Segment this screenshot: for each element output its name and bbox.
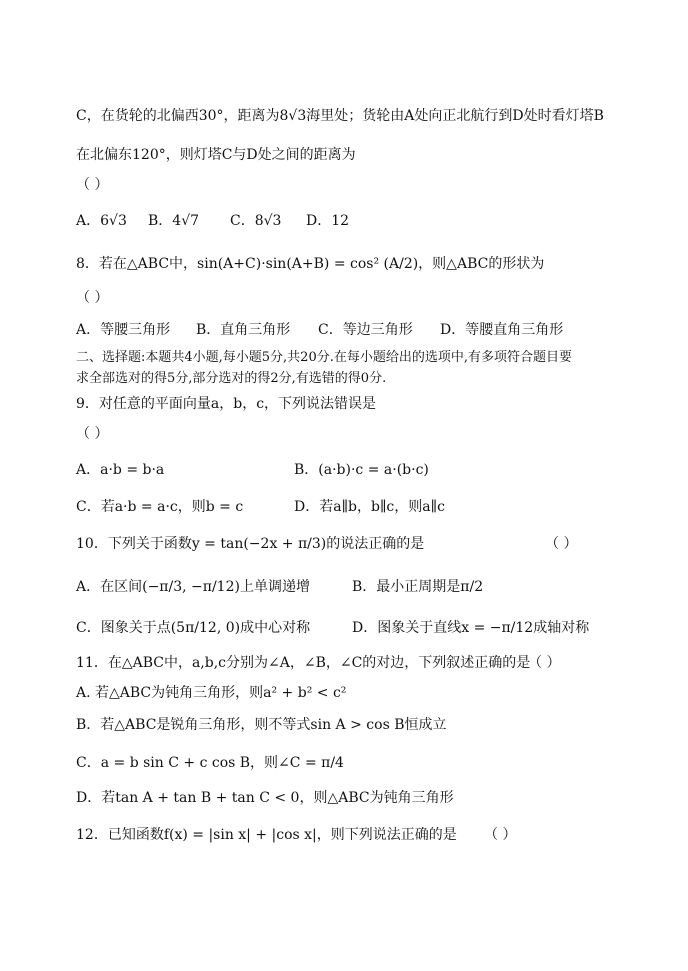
q7-stem-line-1: C，在货轮的北偏西30°，距离为8√3海里处；货轮由A处向正北航行到D处时看灯塔B bbox=[76, 108, 604, 124]
section-2-heading-line-2: 求全部选对的得5分,部分选对的得2分,有选错的得0分. bbox=[76, 371, 387, 386]
q9-answer-paren: （ ） bbox=[76, 426, 109, 442]
q11-option-d: D．若tan A + tan B + tan C < 0，则△ABC为钝角三角形 bbox=[76, 790, 454, 806]
q7-answer-paren: （ ） bbox=[76, 177, 109, 193]
q8-stem: 8．若在△ABC中，sin(A+C)·sin(A+B) = cos² (A/2)，则△ABC的形状为 bbox=[76, 256, 545, 272]
q9-option-c: C．若a·b = a·c，则b = c bbox=[76, 499, 244, 515]
section-2-heading-line-1: 二、选择题:本题共4小题,每小题5分,共20分.在每小题给出的选项中,有多项符合题目要 bbox=[76, 350, 572, 365]
q9-stem: 9．对任意的平面向量a，b，c，下列说法错误是 bbox=[76, 396, 377, 412]
q11-option-a: A. 若△ABC为钝角三角形，则a² + b² < c² bbox=[76, 685, 347, 701]
q12-stem: 12．已知函数f(x) = |sin x| + |cos x|，则下列说法正确的是 bbox=[76, 827, 457, 843]
q7-option-a: A．6√3 bbox=[76, 213, 127, 229]
q11-option-b: B．若△ABC是锐角三角形，则不等式sin A > cos B恒成立 bbox=[76, 717, 447, 733]
q12-answer-paren: （ ） bbox=[484, 827, 517, 843]
q7-option-c: C．8√3 bbox=[230, 213, 282, 229]
q8-option-b: B．直角三角形 bbox=[196, 322, 291, 338]
q10-answer-paren: （ ） bbox=[545, 536, 578, 552]
q10-option-d: D．图象关于直线x = −π/12成轴对称 bbox=[352, 620, 590, 636]
q11-option-c: C．a = b sin C + c cos B，则∠C = π/4 bbox=[76, 755, 344, 771]
q11-answer-paren: （ ） bbox=[528, 655, 561, 671]
q9-option-a: A．a·b = b·a bbox=[76, 462, 165, 478]
q10-option-c: C．图象关于点(5π/12, 0)成中心对称 bbox=[76, 620, 311, 636]
q8-option-d: D．等腰直角三角形 bbox=[440, 322, 564, 338]
q10-option-b: B．最小正周期是π/2 bbox=[352, 579, 484, 595]
q7-option-b: B．4√7 bbox=[148, 213, 200, 229]
q10-option-a: A．在区间(−π/3, −π/12)上单调递增 bbox=[76, 579, 310, 595]
q8-option-a: A．等腰三角形 bbox=[76, 322, 171, 338]
q9-option-d: D．若a∥b，b∥c，则a∥c bbox=[294, 499, 445, 515]
q9-option-b: B．(a·b)·c = a·(b·c) bbox=[294, 462, 429, 478]
q11-stem: 11．在△ABC中，a,b,c分别为∠A，∠B，∠C的对边，下列叙述正确的是 bbox=[76, 655, 531, 671]
q7-option-d: D．12 bbox=[306, 213, 350, 229]
q7-stem-line-2: 在北偏东120°，则灯塔C与D处之间的距离为 bbox=[76, 147, 356, 163]
q8-option-c: C．等边三角形 bbox=[318, 322, 413, 338]
q8-answer-paren: （ ） bbox=[76, 290, 109, 306]
q10-stem: 10．下列关于函数y = tan(−2x + π/3)的说法正确的是 bbox=[76, 536, 425, 552]
